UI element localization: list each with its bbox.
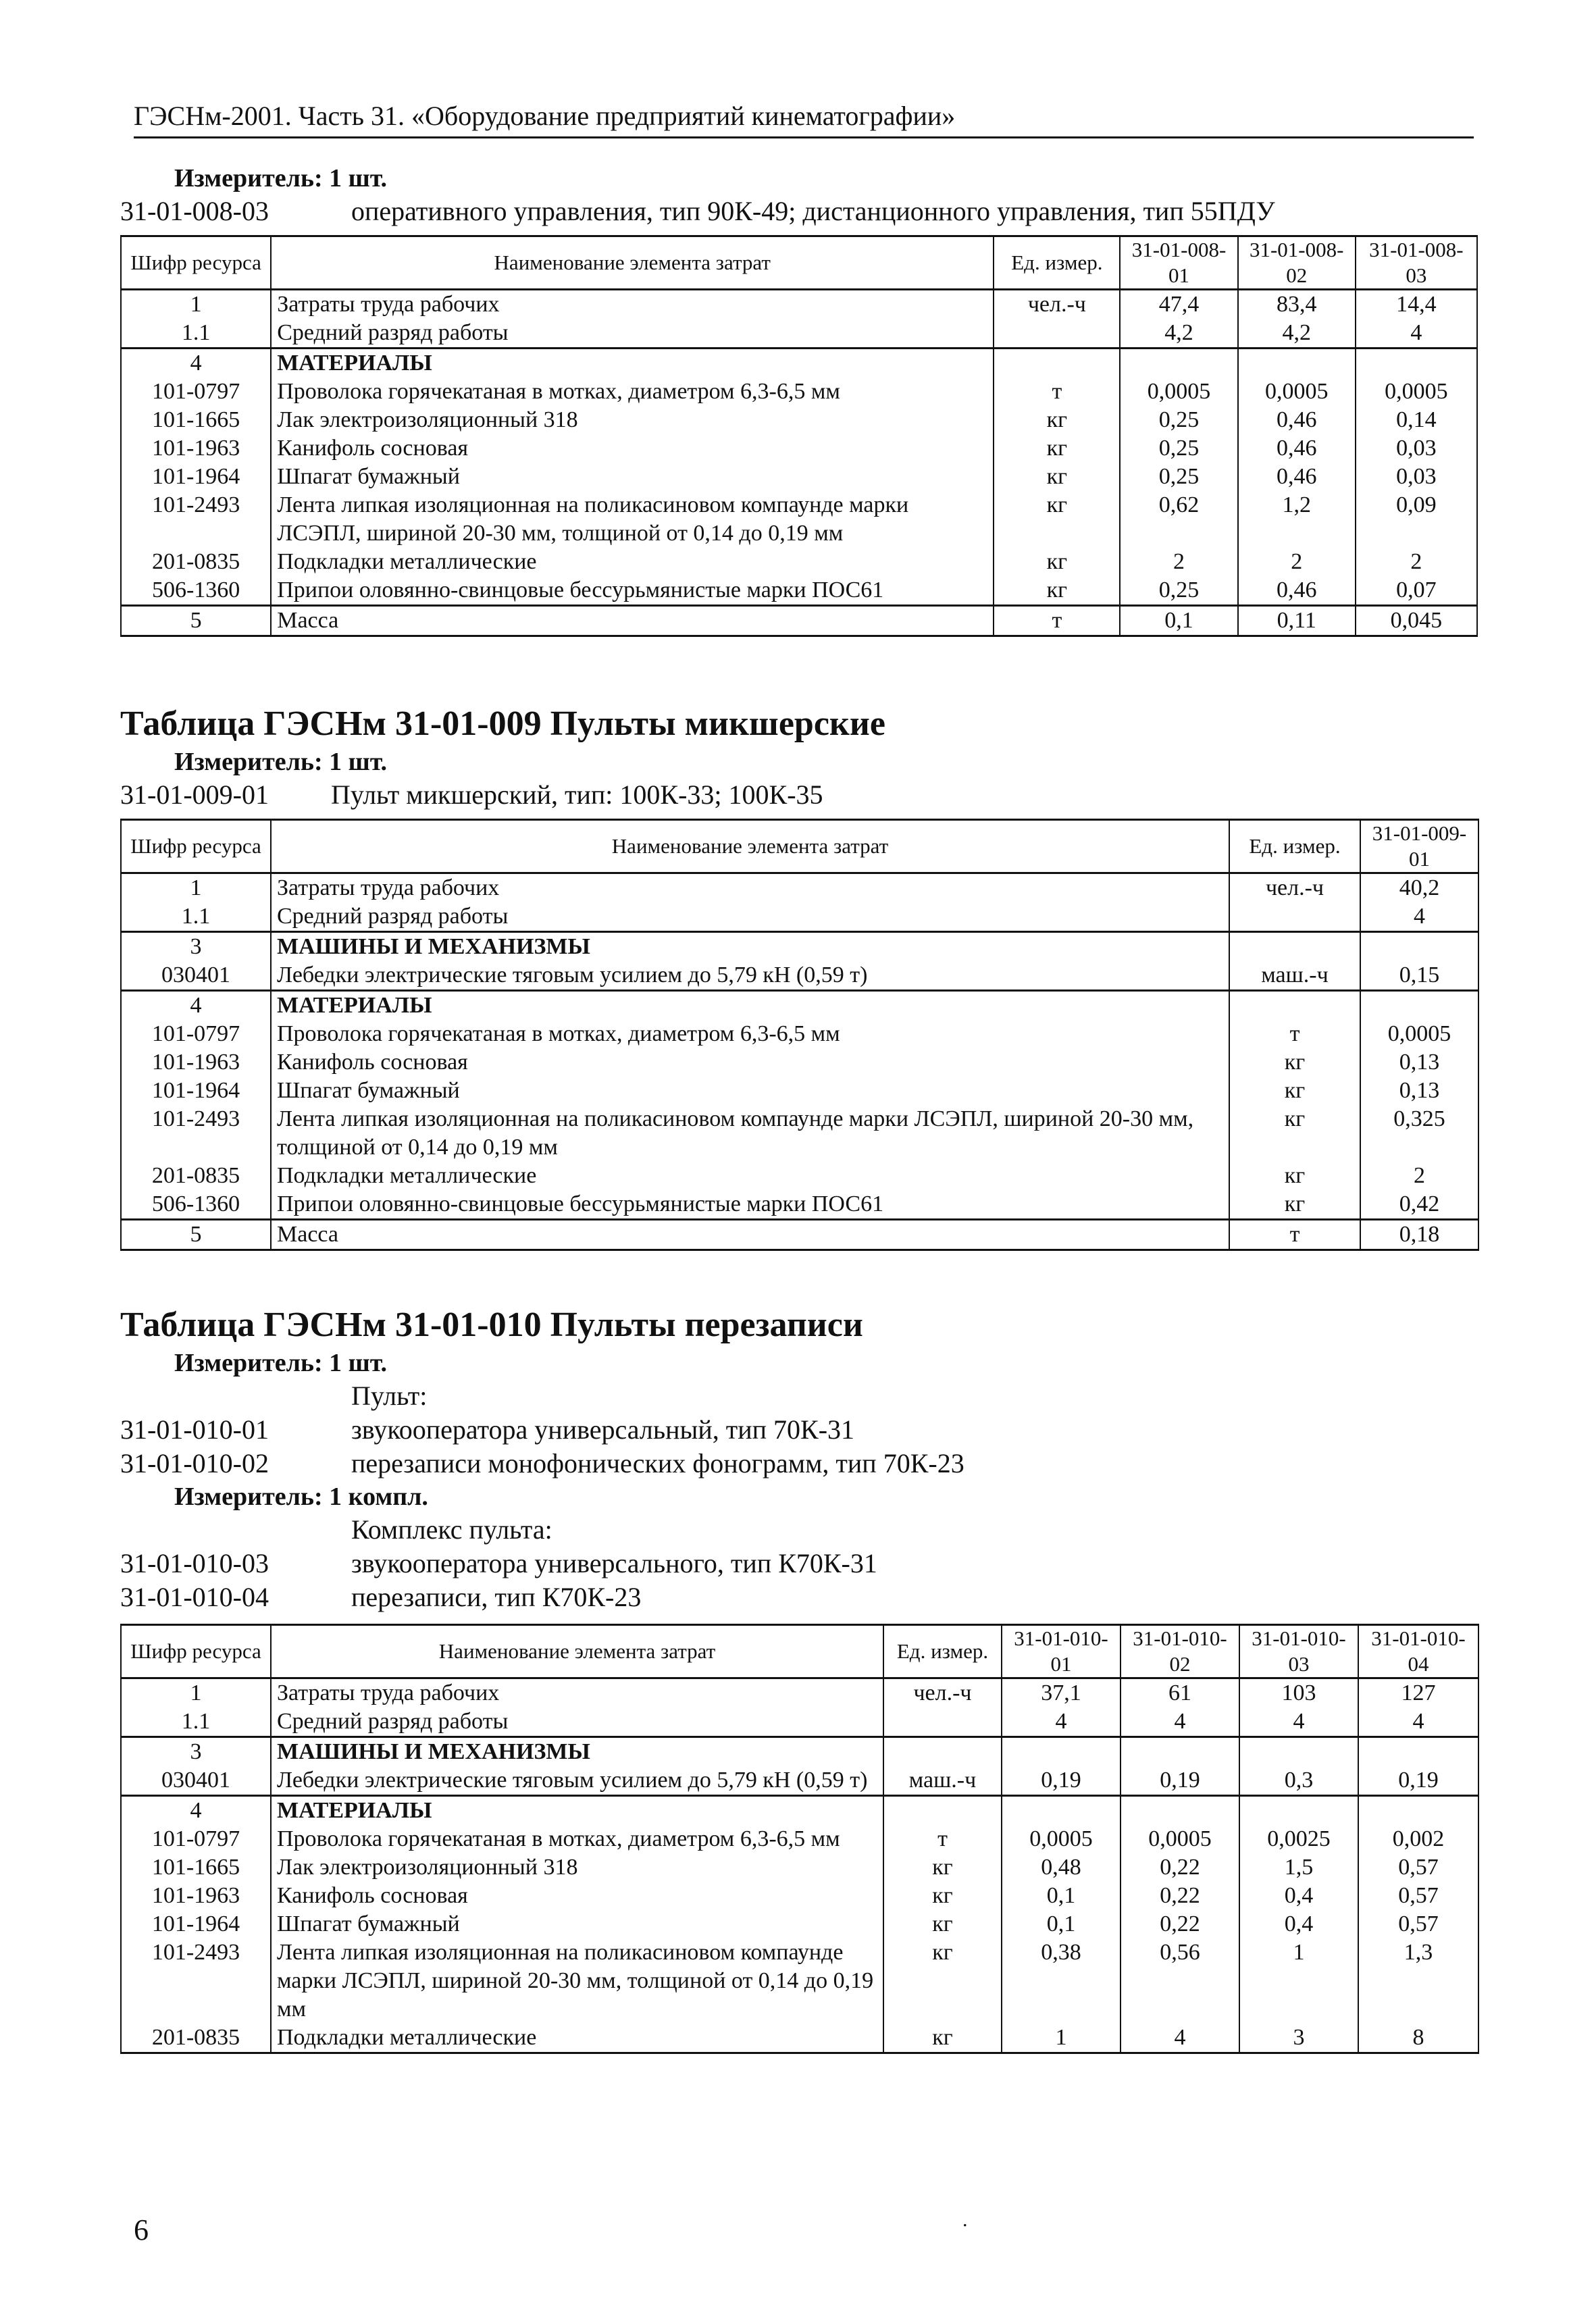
table-row <box>121 1020 1478 1048</box>
norm-value-cell: 0,22 <box>1121 1853 1239 1882</box>
table-row <box>121 1910 1478 1938</box>
norm-value-cell: 0,46 <box>1238 576 1356 606</box>
table-group-row <box>121 932 1478 962</box>
cost-item-name-cell: Затраты труда рабочих <box>271 290 994 319</box>
norm-description: звукооператора универсальный, тип 70К-31 <box>351 1414 855 1445</box>
col-unit-header: Ед. измер. <box>883 1625 1002 1678</box>
unit-cell: кг <box>1229 1048 1360 1077</box>
table-row <box>121 1105 1478 1162</box>
cost-item-name-cell: Средний разряд работы <box>271 902 1229 932</box>
table-row <box>121 1938 1478 2024</box>
table-header-row <box>121 1625 1478 1678</box>
norm-value-cell: 0,0005 <box>1120 378 1237 406</box>
norm-value-cell: 0,57 <box>1358 1882 1478 1910</box>
unit-cell: т <box>994 606 1120 636</box>
norm-value-cell: 4 <box>1358 1707 1478 1737</box>
measure-label: Измеритель: 1 шт. <box>174 1349 388 1377</box>
section-31-01-010 <box>120 1304 1478 2054</box>
cost-item-name-cell: Средний разряд работы <box>271 1707 883 1737</box>
cost-item-name-cell: Лак электроизоляционный 318 <box>271 1853 883 1882</box>
norm-value-cell: 2 <box>1120 548 1237 576</box>
table-row <box>121 1162 1478 1190</box>
unit-cell: кг <box>994 463 1120 491</box>
resource-code-cell: 1 <box>121 290 271 319</box>
norm-value-cell: 0,22 <box>1121 1882 1239 1910</box>
norm-code: 31-01-009-01 <box>120 779 269 810</box>
col-norm-header: 31-01-010-04 <box>1358 1625 1478 1678</box>
table-row <box>121 548 1477 576</box>
norm-value-cell <box>1360 932 1478 962</box>
cost-item-name-cell: Шпагат бумажный <box>271 463 994 491</box>
norm-code: 31-01-010-01 <box>120 1414 269 1445</box>
cost-item-name-cell: Припои оловянно-свинцовые бессурьмянистые марки ПОС61 <box>271 576 994 606</box>
norm-description: оперативного управления, тип 90К-49; дистанционного управления, тип 55ПДУ <box>351 196 1275 226</box>
norm-value-cell: 0,46 <box>1238 434 1356 463</box>
cost-item-name-cell: Проволока горячекатаная в мотках, диаметром 6,3-6,5 мм <box>271 378 994 406</box>
unit-cell: кг <box>883 1910 1002 1938</box>
cost-item-name-cell: Канифоль сосновая <box>271 1048 1229 1077</box>
resource-code-cell: 101-1963 <box>121 1048 271 1077</box>
norm-value-cell: 0,1 <box>1120 606 1237 636</box>
norm-value-cell: 0,0025 <box>1239 1825 1358 1853</box>
resource-code-cell: 1 <box>121 873 271 903</box>
col-code-header: Шифр ресурса <box>121 820 271 873</box>
cost-item-name-cell: Канифоль сосновая <box>271 434 994 463</box>
table-row <box>121 319 1477 349</box>
norm-value-cell: 0,56 <box>1121 1938 1239 2024</box>
measure-label: Измеритель: 1 компл. <box>174 1483 428 1511</box>
cost-item-name-cell: Масса <box>271 1220 1229 1250</box>
resource-code-cell: 101-1665 <box>121 1853 271 1882</box>
norm-value-cell: 0,13 <box>1360 1048 1478 1077</box>
col-name-header: Наименование элемента затрат <box>271 1625 883 1678</box>
cost-item-name-cell: Затраты труда рабочих <box>271 1678 883 1708</box>
resource-code-cell: 101-1963 <box>121 434 271 463</box>
table-row <box>121 1825 1478 1853</box>
resource-code-cell: 030401 <box>121 1766 271 1796</box>
norm-value-cell: 4 <box>1239 1707 1358 1737</box>
table-row <box>121 2024 1478 2053</box>
resource-code-cell: 201-0835 <box>121 1162 271 1190</box>
resource-code-cell: 4 <box>121 1796 271 1826</box>
norm-value-cell <box>1238 349 1356 378</box>
col-unit-header: Ед. измер. <box>994 236 1120 290</box>
page-number: 6 <box>134 2213 149 2246</box>
cost-item-name-cell: Шпагат бумажный <box>271 1910 883 1938</box>
norm-value-cell: 14,4 <box>1356 290 1477 319</box>
norm-value-cell: 0,3 <box>1239 1766 1358 1796</box>
norm-value-cell: 0,09 <box>1356 491 1477 548</box>
table-row <box>121 1707 1478 1737</box>
col-code-header: Шифр ресурса <box>121 236 271 290</box>
col-norm-header: 31-01-008-02 <box>1238 236 1356 290</box>
norm-value-cell: 0,62 <box>1120 491 1237 548</box>
norm-value-cell: 0,38 <box>1002 1938 1121 2024</box>
resource-code-cell: 3 <box>121 1737 271 1767</box>
norm-value-cell: 8 <box>1358 2024 1478 2053</box>
norm-value-cell: 2 <box>1238 548 1356 576</box>
norm-line <box>120 195 1478 228</box>
norm-value-cell: 0,045 <box>1356 606 1477 636</box>
unit-cell: кг <box>994 576 1120 606</box>
norm-value-cell: 0,0005 <box>1238 378 1356 406</box>
table-group-row <box>121 349 1477 378</box>
cost-item-name-cell: Подкладки металлические <box>271 1162 1229 1190</box>
cost-item-name-cell: Лак электроизоляционный 318 <box>271 406 994 434</box>
table-row <box>121 576 1477 606</box>
stray-mark: . <box>962 2209 968 2231</box>
norm-table-010 <box>120 1624 1479 2054</box>
table-row <box>121 902 1478 932</box>
measure-label: Измеритель: 1 шт. <box>174 164 388 192</box>
norm-value-cell: 0,07 <box>1356 576 1477 606</box>
norm-value-cell: 0,25 <box>1120 406 1237 434</box>
norm-description: звукооператора универсального, тип К70К-31 <box>351 1548 877 1578</box>
norm-value-cell: 40,2 <box>1360 873 1478 903</box>
norm-value-cell: 0,22 <box>1121 1910 1239 1938</box>
norm-value-cell <box>1120 349 1237 378</box>
unit-cell: кг <box>883 1853 1002 1882</box>
norm-value-cell: 1,5 <box>1239 1853 1358 1882</box>
norm-value-cell <box>1358 1737 1478 1767</box>
table-title: Таблица ГЭСНм 31-01-009 Пульты микшерские <box>120 704 885 743</box>
norm-value-cell <box>1121 1737 1239 1767</box>
group-intro: Пульт: <box>351 1381 428 1411</box>
resource-code-cell: 4 <box>121 349 271 378</box>
col-norm-header: 31-01-010-01 <box>1002 1625 1121 1678</box>
unit-cell: кг <box>883 1938 1002 2024</box>
norm-value-cell: 0,1 <box>1002 1910 1121 1938</box>
norm-line <box>120 1547 1478 1580</box>
measure-label: Измеритель: 1 шт. <box>174 748 388 776</box>
resource-code-cell: 101-2493 <box>121 491 271 548</box>
norm-value-cell: 1,3 <box>1358 1938 1478 2024</box>
unit-cell <box>1229 991 1360 1021</box>
norm-value-cell: 1 <box>1239 1938 1358 2024</box>
norm-value-cell <box>1002 1796 1121 1826</box>
norm-value-cell: 0,002 <box>1358 1825 1478 1853</box>
norm-line <box>120 778 1478 812</box>
unit-cell: т <box>1229 1020 1360 1048</box>
unit-cell: кг <box>1229 1190 1360 1220</box>
cost-item-name-cell: Затраты труда рабочих <box>271 873 1229 903</box>
table-group-row <box>121 1737 1478 1767</box>
norm-value-cell: 0,46 <box>1238 406 1356 434</box>
unit-cell <box>883 1796 1002 1826</box>
norm-value-cell: 0,25 <box>1120 463 1237 491</box>
norm-value-cell: 0,4 <box>1239 1882 1358 1910</box>
resource-code-cell: 5 <box>121 1220 271 1250</box>
col-norm-header: 31-01-008-03 <box>1356 236 1477 290</box>
norm-value-cell: 0,25 <box>1120 434 1237 463</box>
norm-value-cell: 0,0005 <box>1121 1825 1239 1853</box>
resource-code-cell: 506-1360 <box>121 576 271 606</box>
table-row <box>121 290 1477 319</box>
norm-value-cell: 1,2 <box>1238 491 1356 548</box>
running-header: ГЭСНм-2001. Часть 31. «Оборудование предприятий кинематографии» <box>134 99 1474 138</box>
norm-value-cell: 1 <box>1002 2024 1121 2053</box>
norm-table-009 <box>120 819 1479 1251</box>
col-name-header: Наименование элемента затрат <box>271 820 1229 873</box>
unit-cell: чел.-ч <box>1229 873 1360 903</box>
norm-value-cell: 0,0005 <box>1360 1020 1478 1048</box>
unit-cell: кг <box>994 548 1120 576</box>
norm-value-cell <box>1002 1737 1121 1767</box>
norm-code: 31-01-008-03 <box>120 196 269 226</box>
cost-item-name-cell: Лента липкая изоляционная на поликасиновом компаунде марки ЛСЭПЛ, шириной 20-30 мм, толщиной от 0,14 до 0,19 мм <box>271 1938 883 2024</box>
table-row <box>121 491 1477 548</box>
col-norm-header: 31-01-008-01 <box>1120 236 1237 290</box>
norm-value-cell: 4 <box>1356 319 1477 349</box>
table-row <box>121 1678 1478 1708</box>
cost-item-name-cell: Подкладки металлические <box>271 548 994 576</box>
resource-code-cell: 030401 <box>121 961 271 991</box>
cost-item-name-cell: Шпагат бумажный <box>271 1077 1229 1105</box>
norm-value-cell <box>1356 349 1477 378</box>
norm-code: 31-01-010-02 <box>120 1448 269 1479</box>
norm-value-cell: 4,2 <box>1120 319 1237 349</box>
unit-cell: кг <box>1229 1105 1360 1162</box>
resource-code-cell: 101-2493 <box>121 1938 271 2024</box>
norm-value-cell: 4 <box>1121 2024 1239 2053</box>
norm-value-cell <box>1239 1796 1358 1826</box>
table-row <box>121 606 1477 636</box>
cost-item-name-cell: МАТЕРИАЛЫ <box>271 1796 883 1826</box>
norm-value-cell: 0,0005 <box>1356 378 1477 406</box>
norm-value-cell: 4 <box>1121 1707 1239 1737</box>
norm-value-cell: 0,1 <box>1002 1882 1121 1910</box>
cost-item-name-cell: Масса <box>271 606 994 636</box>
cost-item-name-cell: Лента липкая изоляционная на поликасиновом компаунде марки ЛСЭПЛ, шириной 20-30 мм, толщиной от 0,14 до 0,19 мм <box>271 1105 1229 1162</box>
resource-code-cell: 1.1 <box>121 319 271 349</box>
cost-item-name-cell: МАТЕРИАЛЫ <box>271 991 1229 1021</box>
norm-table-008 <box>120 235 1478 637</box>
resource-code-cell: 201-0835 <box>121 2024 271 2053</box>
resource-code-cell: 101-1964 <box>121 463 271 491</box>
cost-item-name-cell: Проволока горячекатаная в мотках, диаметром 6,3-6,5 мм <box>271 1020 1229 1048</box>
cost-item-name-cell: МАШИНЫ И МЕХАНИЗМЫ <box>271 1737 883 1767</box>
unit-cell: маш.-ч <box>883 1766 1002 1796</box>
unit-cell: кг <box>994 406 1120 434</box>
unit-cell <box>1229 902 1360 932</box>
norm-description: Пульт микшерский, тип: 100К-33; 100К-35 <box>331 779 823 810</box>
table-row <box>121 463 1477 491</box>
norm-value-cell <box>1358 1796 1478 1826</box>
col-code-header: Шифр ресурса <box>121 1625 271 1678</box>
table-row <box>121 1220 1478 1250</box>
resource-code-cell: 3 <box>121 932 271 962</box>
norm-value-cell: 0,48 <box>1002 1853 1121 1882</box>
cost-item-name-cell: МАШИНЫ И МЕХАНИЗМЫ <box>271 932 1229 962</box>
table-header-row <box>121 236 1477 290</box>
norm-code: 31-01-010-03 <box>120 1548 269 1578</box>
norm-value-cell: 0,03 <box>1356 463 1477 491</box>
table-header-row <box>121 820 1478 873</box>
resource-code-cell: 101-0797 <box>121 1020 271 1048</box>
norm-value-cell: 0,57 <box>1358 1910 1478 1938</box>
resource-code-cell: 101-2493 <box>121 1105 271 1162</box>
norm-value-cell <box>1360 991 1478 1021</box>
norm-description: перезаписи, тип К70К-23 <box>351 1582 642 1612</box>
norm-value-cell: 83,4 <box>1238 290 1356 319</box>
resource-code-cell: 101-1665 <box>121 406 271 434</box>
norm-value-cell: 0,325 <box>1360 1105 1478 1162</box>
cost-item-name-cell: Средний разряд работы <box>271 319 994 349</box>
table-group-row <box>121 1796 1478 1826</box>
unit-cell: кг <box>994 491 1120 548</box>
norm-value-cell: 127 <box>1358 1678 1478 1708</box>
unit-cell: маш.-ч <box>1229 961 1360 991</box>
col-norm-header: 31-01-010-03 <box>1239 1625 1358 1678</box>
cost-item-name-cell: Лента липкая изоляционная на поликасиновом компаунде марки ЛСЭПЛ, шириной 20-30 мм, толщиной от 0,14 до 0,19 мм <box>271 491 994 548</box>
norm-value-cell: 0,19 <box>1002 1766 1121 1796</box>
section-31-01-009 <box>120 702 1478 1251</box>
norm-value-cell <box>1239 1737 1358 1767</box>
table-group-row <box>121 991 1478 1021</box>
norm-value-cell: 2 <box>1360 1162 1478 1190</box>
table-row <box>121 434 1477 463</box>
unit-cell <box>994 319 1120 349</box>
table-title: Таблица ГЭСНм 31-01-010 Пульты перезаписи <box>120 1306 863 1344</box>
resource-code-cell: 201-0835 <box>121 548 271 576</box>
norm-line <box>120 1413 1478 1447</box>
norm-value-cell: 0,15 <box>1360 961 1478 991</box>
norm-value-cell: 4 <box>1360 902 1478 932</box>
unit-cell <box>1229 932 1360 962</box>
cost-item-name-cell: Проволока горячекатаная в мотках, диаметром 6,3-6,5 мм <box>271 1825 883 1853</box>
resource-code-cell: 1 <box>121 1678 271 1708</box>
table-row <box>121 378 1477 406</box>
cost-item-name-cell: Подкладки металлические <box>271 2024 883 2053</box>
table-row <box>121 1853 1478 1882</box>
norm-value-cell: 0,19 <box>1121 1766 1239 1796</box>
unit-cell <box>994 349 1120 378</box>
resource-code-cell: 5 <box>121 606 271 636</box>
resource-code-cell: 1.1 <box>121 902 271 932</box>
col-unit-header: Ед. измер. <box>1229 820 1360 873</box>
table-row <box>121 1766 1478 1796</box>
unit-cell: кг <box>1229 1162 1360 1190</box>
table-row <box>121 1190 1478 1220</box>
norm-value-cell: 0,25 <box>1120 576 1237 606</box>
norm-value-cell: 0,18 <box>1360 1220 1478 1250</box>
table-row <box>121 406 1477 434</box>
norm-value-cell: 61 <box>1121 1678 1239 1708</box>
norm-value-cell: 2 <box>1356 548 1477 576</box>
norm-value-cell: 0,19 <box>1358 1766 1478 1796</box>
cost-item-name-cell: Припои оловянно-свинцовые бессурьмянистые марки ПОС61 <box>271 1190 1229 1220</box>
resource-code-cell: 101-0797 <box>121 378 271 406</box>
resource-code-cell: 101-1964 <box>121 1077 271 1105</box>
table-row <box>121 1048 1478 1077</box>
norm-description: перезаписи монофонических фонограмм, тип 70К-23 <box>351 1448 964 1479</box>
norm-value-cell: 0,03 <box>1356 434 1477 463</box>
norm-value-cell: 47,4 <box>1120 290 1237 319</box>
unit-cell: кг <box>994 434 1120 463</box>
unit-cell <box>883 1737 1002 1767</box>
norm-value-cell: 37,1 <box>1002 1678 1121 1708</box>
unit-cell: чел.-ч <box>994 290 1120 319</box>
unit-cell: чел.-ч <box>883 1678 1002 1708</box>
resource-code-cell: 101-1963 <box>121 1882 271 1910</box>
group-intro: Комплекс пульта: <box>351 1514 552 1545</box>
norm-line <box>120 1447 1478 1481</box>
cost-item-name-cell: МАТЕРИАЛЫ <box>271 349 994 378</box>
norm-value-cell: 0,14 <box>1356 406 1477 434</box>
norm-value-cell: 4,2 <box>1238 319 1356 349</box>
unit-cell: кг <box>883 2024 1002 2053</box>
norm-code: 31-01-010-04 <box>120 1582 269 1612</box>
col-name-header: Наименование элемента затрат <box>271 236 994 290</box>
cost-item-name-cell: Лебедки электрические тяговым усилием до 5,79 кН (0,59 т) <box>271 961 1229 991</box>
table-row <box>121 873 1478 903</box>
unit-cell: кг <box>883 1882 1002 1910</box>
unit-cell: т <box>994 378 1120 406</box>
cost-item-name-cell: Канифоль сосновая <box>271 1882 883 1910</box>
table-row <box>121 961 1478 991</box>
norm-value-cell: 0,11 <box>1238 606 1356 636</box>
resource-code-cell: 101-1964 <box>121 1910 271 1938</box>
resource-code-cell: 4 <box>121 991 271 1021</box>
norm-value-cell: 0,57 <box>1358 1853 1478 1882</box>
norm-value-cell: 0,46 <box>1238 463 1356 491</box>
resource-code-cell: 1.1 <box>121 1707 271 1737</box>
col-norm-header: 31-01-009-01 <box>1360 820 1478 873</box>
table-row <box>121 1882 1478 1910</box>
unit-cell: т <box>1229 1220 1360 1250</box>
norm-value-cell: 0,13 <box>1360 1077 1478 1105</box>
unit-cell: т <box>883 1825 1002 1853</box>
resource-code-cell: 101-0797 <box>121 1825 271 1853</box>
table-row <box>121 1077 1478 1105</box>
norm-value-cell: 0,0005 <box>1002 1825 1121 1853</box>
norm-value-cell: 0,4 <box>1239 1910 1358 1938</box>
resource-code-cell: 506-1360 <box>121 1190 271 1220</box>
norm-value-cell: 103 <box>1239 1678 1358 1708</box>
unit-cell: кг <box>1229 1077 1360 1105</box>
cost-item-name-cell: Лебедки электрические тяговым усилием до 5,79 кН (0,59 т) <box>271 1766 883 1796</box>
norm-value-cell: 4 <box>1002 1707 1121 1737</box>
section-31-01-008 <box>120 162 1478 637</box>
norm-value-cell: 0,42 <box>1360 1190 1478 1220</box>
norm-value-cell <box>1121 1796 1239 1826</box>
col-norm-header: 31-01-010-02 <box>1121 1625 1239 1678</box>
unit-cell <box>883 1707 1002 1737</box>
norm-value-cell: 3 <box>1239 2024 1358 2053</box>
norm-line <box>120 1580 1478 1614</box>
